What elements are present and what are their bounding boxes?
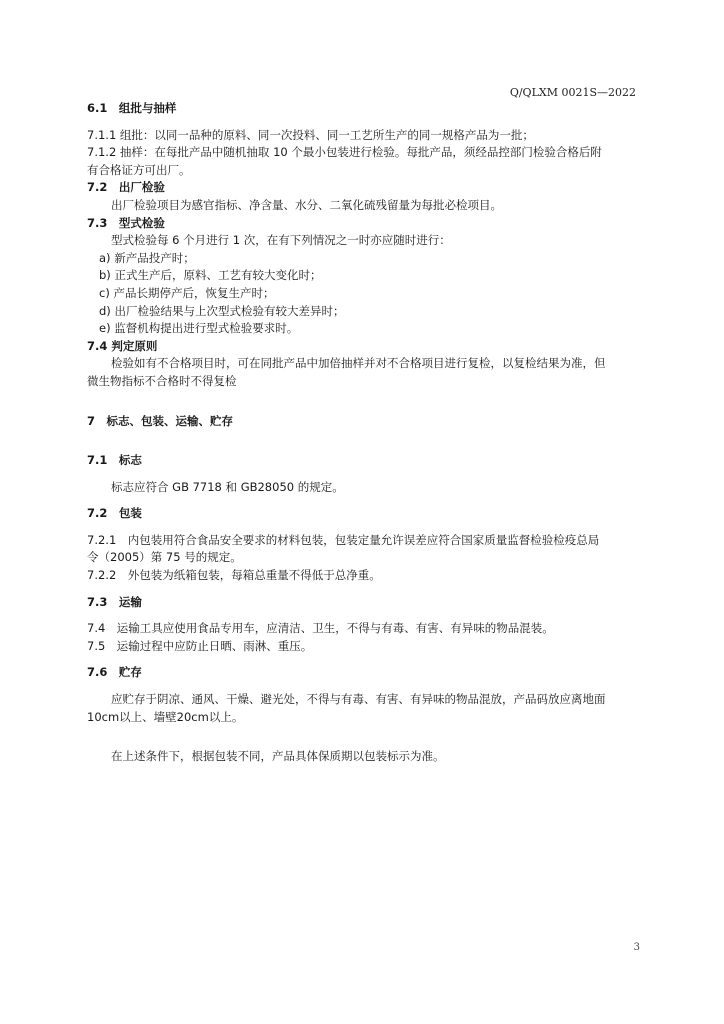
document-code: Q/QLXM 0021S—2022 [509,86,636,99]
section-storage-line1: 应贮存于阴凉、通风、干燥、避光处，不得与有毒、有害、有异味的物品混放，产品码放应离地面 [111,692,606,707]
clause-7-4: 7.4 运输工具应使用食品专用车，应清洁、卫生，不得与有毒、有害、有异味的物品混装。 [87,621,554,636]
section-packaging-heading: 7.2 包装 [87,506,142,521]
section-7-4-heading: 7.4 判定原则 [87,338,158,353]
section-7-4-line2: 微生物指标不合格时不得复检 [87,373,237,388]
clause-7-1-1: 7.1.1 组批：以同一品种的原料、同一次投料、同一工艺所生产的同一规格产品为一批； [87,127,534,142]
section-storage-line2: 10cm以上、墙壁20cm以上。 [87,709,244,724]
clause-7-1-2-line2: 有合格证方可出厂。 [87,162,191,177]
document-body [87,100,647,766]
list-item: c) 产品长期停产后，恢复生产时； [99,285,275,300]
section-transport-heading: 7.3 运输 [87,594,142,609]
section-storage-heading: 7.6 贮存 [87,665,142,680]
section-7-1-text: 标志应符合 GB 7718 和 GB28050 的规定。 [111,479,344,494]
clause-7-2-2: 7.2.2 外包装为纸箱包装，每箱总重量不得低于总净重。 [87,568,381,583]
clause-7-2-1-line2: 令（2005）第 75 号的规定。 [87,550,242,565]
list-item: b) 正式生产后，原料、工艺有较大变化时； [99,268,322,283]
list-item: a) 新产品投产时； [99,250,195,265]
list-item: e) 监督机构提出进行型式检验要求时。 [99,321,299,336]
chapter-7-heading: 7 标志、包装、运输、贮存 [87,413,234,428]
section-7-2-text: 出厂检验项目为感官指标、净含量、水分、二氧化硫残留量为每批必检项目。 [111,197,502,212]
section-7-3-heading: 7.3 型式检验 [87,215,165,230]
section-7-1-heading: 7.1 标志 [87,453,142,468]
section-7-3-intro: 型式检验每 6 个月进行 1 次，在有下列情况之一时亦应随时进行： [111,233,451,248]
section-7-2-heading: 7.2 出厂检验 [87,180,165,195]
clause-7-5: 7.5 运输过程中应防止日晒、雨淋、重压。 [87,638,313,653]
section-6-1-heading: 6.1 组批与抽样 [87,101,177,115]
clause-7-2-1-line1: 7.2.1 内包装用符合食品安全要求的材料包装，包装定量允许误差应符合国家质量监督检验检疫总局 [87,532,600,547]
page-number: 3 [633,942,640,953]
closing-note: 在上述条件下，根据包装不同，产品具体保质期以包装标示为准。 [111,749,445,764]
clause-7-1-2-line1: 7.1.2 抽样：在每批产品中随机抽取 10 个最小包装进行检验。每批产品，须经品控部门检验合格后附 [87,145,602,160]
list-item: d) 出厂检验结果与上次型式检验有较大差异时； [99,303,345,318]
section-7-4-line1: 检验如有不合格项目时，可在同批产品中加倍抽样并对不合格项目进行复检，以复检结果为准，但 [111,356,606,371]
